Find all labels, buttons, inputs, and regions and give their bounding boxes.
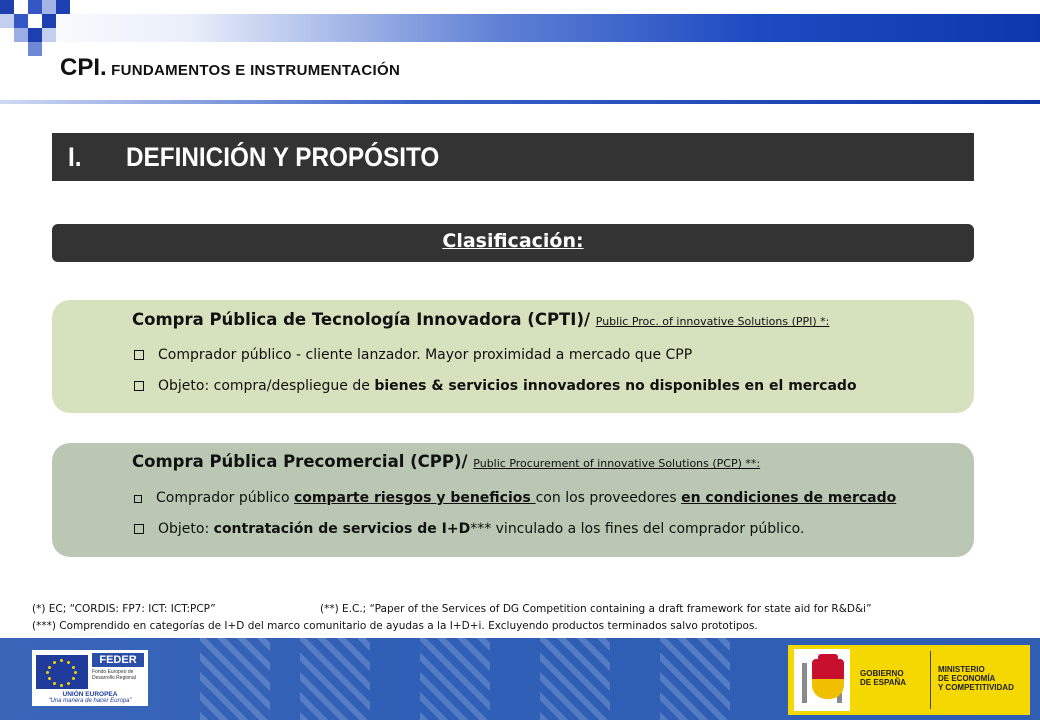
ministerio-line-3: Y COMPETITIVIDAD	[938, 683, 1014, 692]
cpp-bullet-1-prefix: Comprador público	[156, 490, 294, 506]
classification-label: Clasificación:	[442, 230, 584, 252]
checkbox-bullet-icon	[134, 381, 144, 391]
coat-of-arms-icon	[794, 649, 850, 711]
footer-watermark	[540, 638, 610, 720]
ministerio-text	[938, 665, 1014, 692]
section-title-bar	[52, 133, 974, 181]
cpp-title-main: Compra Pública Precomercial (CPP)/	[132, 452, 468, 471]
cpp-bullet-2-bold: contratación de servicios de I+D	[213, 521, 471, 537]
cpp-bullet-2-suffix: *** vinculado a los fines del comprador público.	[470, 521, 805, 537]
feder-label: FEDER	[92, 653, 144, 667]
footer-watermark	[200, 638, 270, 720]
cpp-bullet-1-bold-2: en condiciones de mercado	[681, 490, 897, 506]
footer-watermark	[300, 638, 370, 720]
footnote-1: (*) EC; “CORDIS: FP7: ICT: ICT:PCP”	[32, 603, 216, 615]
cpp-bullet-1-bold-1: comparte riesgos y beneficios	[294, 490, 536, 506]
cpti-bullet-2-bold: bienes & servicios innovadores no disponibles en el mercado	[374, 378, 857, 394]
section-number: I.	[68, 142, 82, 172]
footnote-2: (**) E.C.; “Paper of the Services of DG Competition containing a draft framework for state aid for R&D&i”	[320, 603, 872, 615]
gobierno-text	[860, 669, 906, 687]
cpp-bullet-2-prefix: Objeto:	[158, 521, 214, 537]
cpti-title	[132, 310, 829, 329]
header-title-big: CPI.	[60, 54, 107, 81]
cpti-box	[52, 300, 974, 413]
checkbox-bullet-icon	[134, 495, 142, 503]
cpti-bullet-2	[134, 378, 857, 394]
logo-divider	[930, 651, 931, 709]
checkbox-bullet-icon	[134, 350, 144, 360]
gobierno-logo	[788, 645, 1030, 715]
eu-flag-icon	[36, 655, 88, 689]
gobierno-line-1: GOBIERNO	[860, 669, 904, 678]
cpp-bullet-2	[134, 521, 804, 537]
header-squares-logo	[0, 0, 80, 60]
cpp-bullet-1	[134, 490, 896, 506]
feder-subtitle: Fondo Europeo de Desarrollo Regional	[92, 669, 136, 681]
footer-watermark	[420, 638, 490, 720]
cpp-title-sub: Public Procurement of innovative Solutions (PCP) **:	[473, 457, 761, 470]
eu-motto: “Una manera de hacer Europa”	[48, 698, 132, 704]
eu-feder-logo	[32, 650, 148, 706]
page-header-title	[60, 54, 400, 82]
cpti-bullet-2-prefix: Objeto: compra/despliegue de	[158, 378, 375, 394]
checkbox-bullet-icon	[134, 524, 144, 534]
footnote-3: (***) Comprendido en categorías de I+D del marco comunitario de ayudas a la I+D+i. Excluyendo productos terminados salvo prototipos.	[32, 620, 758, 632]
cpti-title-sub: Public Proc. of innovative Solutions (PPI) *:	[595, 315, 830, 328]
ministerio-line-1: MINISTERIO	[938, 665, 985, 674]
header-gradient-band	[0, 14, 1040, 42]
cpp-box	[52, 443, 974, 557]
footer-watermark	[660, 638, 730, 720]
ministerio-line-2: DE ECONOMÍA	[938, 674, 996, 683]
classification-bar	[52, 224, 974, 262]
gobierno-line-2: DE ESPAÑA	[860, 678, 907, 687]
header-title-small: FUNDAMENTOS E INSTRUMENTACIÓN	[111, 62, 401, 79]
section-title: DEFINICIÓN Y PROPÓSITO	[126, 142, 440, 172]
header-divider	[0, 100, 1040, 104]
cpti-bullet-1	[134, 347, 692, 363]
cpp-title	[132, 452, 760, 471]
cpti-bullet-1-text: Comprador público - cliente lanzador. Mayor proximidad a mercado que CPP	[158, 347, 693, 363]
eu-union-label: UNIÓN EUROPEA	[62, 691, 118, 698]
cpp-bullet-1-mid: con los proveedores	[535, 490, 682, 506]
cpti-title-main: Compra Pública de Tecnología Innovadora (CPTI)/	[132, 310, 591, 329]
